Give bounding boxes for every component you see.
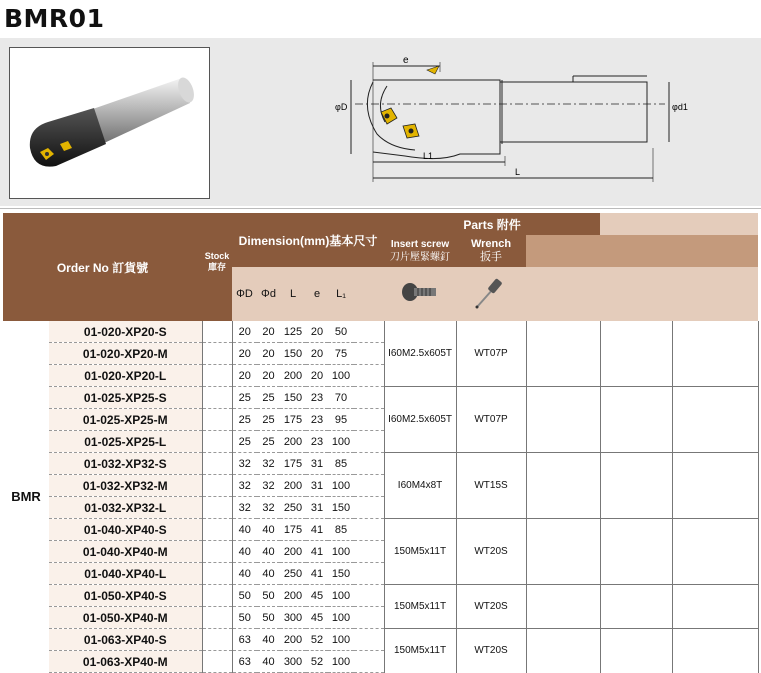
blank-dim-cell: [354, 519, 384, 541]
blank-header-cell: [354, 267, 384, 321]
parts-header: Parts 附件: [384, 213, 600, 235]
L1-value: 100: [328, 541, 354, 563]
L-value: 175: [280, 519, 306, 541]
screw-icon: [400, 278, 440, 308]
page-title: BMR01: [4, 4, 105, 33]
order-number: 01-040-XP40-L: [49, 563, 202, 585]
stock-cell: [202, 453, 232, 475]
table-row: [3, 519, 758, 541]
L1-value: 100: [328, 585, 354, 607]
phiD-value: 40: [232, 541, 257, 563]
phiD-value: 63: [232, 651, 257, 673]
stock-header: [202, 213, 232, 321]
wrench-value: WT20S: [456, 629, 526, 673]
table-row: [3, 321, 758, 343]
blank-header-cell: [600, 213, 672, 235]
dim-e-label: e: [403, 55, 409, 66]
blank-header-cell: [672, 267, 758, 321]
phid-value: 20: [257, 343, 280, 365]
dim-L-label: L: [515, 167, 521, 177]
wrench-icon: [471, 275, 511, 311]
L1-value: 100: [328, 431, 354, 453]
L1-value: 95: [328, 409, 354, 431]
blank-dim-cell: [354, 541, 384, 563]
blank-dim-cell: [354, 387, 384, 409]
blank-dim-cell: [354, 365, 384, 387]
e-value: 41: [306, 563, 328, 585]
blank-header-cell: [526, 267, 600, 321]
e-value: 20: [306, 365, 328, 387]
phid-value: 32: [257, 453, 280, 475]
stock-cell: [202, 321, 232, 343]
L1-value: 70: [328, 387, 354, 409]
L1-value: 75: [328, 343, 354, 365]
L-value: 175: [280, 453, 306, 475]
stock-cell: [202, 563, 232, 585]
group-label: BMR: [3, 321, 49, 673]
blank-parts-cell: [600, 629, 672, 673]
blank-dim-cell: [354, 497, 384, 519]
insert-screw-value: 150M5x11T: [384, 629, 456, 673]
blank-dim-cell: [354, 475, 384, 497]
insert-screw-value: 150M5x11T: [384, 519, 456, 585]
stock-cell: [202, 409, 232, 431]
stock-cell: [202, 541, 232, 563]
phiD-value: 20: [232, 365, 257, 387]
wrench-header: [456, 235, 526, 267]
blank-header-cell: [600, 267, 672, 321]
e-value: 23: [306, 409, 328, 431]
blank-dim-cell: [354, 629, 384, 651]
phid-value: 25: [257, 387, 280, 409]
L-value: 125: [280, 321, 306, 343]
blank-dim-cell: [354, 321, 384, 343]
phiD-value: 20: [232, 343, 257, 365]
wrench-value: WT15S: [456, 453, 526, 519]
order-number: 01-025-XP25-M: [49, 409, 202, 431]
L-value: 200: [280, 585, 306, 607]
wrench-image: [456, 267, 526, 321]
e-value: 23: [306, 431, 328, 453]
table-row: [3, 387, 758, 409]
blank-parts-cell: [600, 585, 672, 629]
stock-cell: [202, 629, 232, 651]
blank-dim-cell: [354, 607, 384, 629]
phiD-value: 50: [232, 585, 257, 607]
insert-screw-value: I60M2.5x605T: [384, 387, 456, 453]
phiD-value: 63: [232, 629, 257, 651]
L1-value: 85: [328, 453, 354, 475]
blank-parts-cell: [672, 585, 758, 629]
order-number: 01-063-XP40-S: [49, 629, 202, 651]
technical-drawing: [335, 52, 735, 192]
phid-value: 40: [257, 651, 280, 673]
phiD-value: 32: [232, 497, 257, 519]
phid-value: 20: [257, 321, 280, 343]
phid-value: 50: [257, 585, 280, 607]
L-value: 150: [280, 387, 306, 409]
L1-value: 50: [328, 321, 354, 343]
blank-header-cell: [672, 235, 758, 267]
blank-parts-cell: [600, 519, 672, 585]
e-value: 41: [306, 519, 328, 541]
blank-parts-cell: [526, 387, 600, 453]
wrench-value: WT20S: [456, 519, 526, 585]
blank-parts-cell: [672, 519, 758, 585]
blank-parts-cell: [600, 387, 672, 453]
blank-parts-cell: [526, 585, 600, 629]
stock-header-zh: 庫存: [207, 262, 226, 272]
order-number: 01-020-XP20-M: [49, 343, 202, 365]
order-no-header: Order No 訂貨號: [3, 213, 202, 321]
blank-dim-cell: [354, 343, 384, 365]
insert-screw-zh: 刀片壓緊螺釘: [390, 252, 451, 263]
phiD-value: 25: [232, 431, 257, 453]
e-value: 31: [306, 475, 328, 497]
stock-cell: [202, 431, 232, 453]
order-number: 01-025-XP25-L: [49, 431, 202, 453]
col-L1-header: L₁: [328, 267, 354, 321]
blank-header-cell: [672, 213, 758, 235]
table-row: [3, 453, 758, 475]
blank-dim-cell: [354, 585, 384, 607]
product-photo: [9, 47, 210, 199]
dim-L1-label: L1: [423, 151, 434, 161]
order-number: 01-025-XP25-S: [49, 387, 202, 409]
phid-value: 20: [257, 365, 280, 387]
col-e-header: e: [306, 267, 328, 321]
e-value: 31: [306, 497, 328, 519]
blank-parts-cell: [526, 321, 600, 387]
phid-value: 40: [257, 519, 280, 541]
blank-dim-cell: [354, 651, 384, 673]
dim-phiD-label: φD: [335, 102, 348, 112]
stock-cell: [202, 497, 232, 519]
phiD-value: 25: [232, 409, 257, 431]
blank-parts-cell: [672, 321, 758, 387]
order-number: 01-063-XP40-M: [49, 651, 202, 673]
screw-image: [384, 267, 456, 321]
L-value: 200: [280, 541, 306, 563]
stock-cell: [202, 365, 232, 387]
blank-parts-cell: [600, 321, 672, 387]
stock-cell: [202, 651, 232, 673]
blank-dim-cell: [354, 563, 384, 585]
stock-header-en: Stock: [204, 251, 230, 261]
L-value: 175: [280, 409, 306, 431]
wrench-value: WT20S: [456, 585, 526, 629]
L1-value: 100: [328, 651, 354, 673]
e-value: 45: [306, 607, 328, 629]
insert-screw-value: I60M4x8T: [384, 453, 456, 519]
divider: [0, 208, 761, 209]
order-number: 01-032-XP32-L: [49, 497, 202, 519]
order-number: 01-040-XP40-S: [49, 519, 202, 541]
phid-value: 25: [257, 409, 280, 431]
insert-screw-value: 150M5x11T: [384, 585, 456, 629]
order-number: 01-050-XP40-M: [49, 607, 202, 629]
L-value: 200: [280, 365, 306, 387]
insert-screw-header: [384, 235, 456, 267]
phid-value: 32: [257, 475, 280, 497]
phiD-value: 20: [232, 321, 257, 343]
blank-dim-cell: [354, 431, 384, 453]
wrench-zh: 扳手: [480, 251, 503, 263]
e-value: 52: [306, 629, 328, 651]
wrench-value: WT07P: [456, 387, 526, 453]
L1-value: 100: [328, 629, 354, 651]
L1-value: 100: [328, 607, 354, 629]
e-value: 45: [306, 585, 328, 607]
order-number: 01-050-XP40-S: [49, 585, 202, 607]
phid-value: 40: [257, 563, 280, 585]
phiD-value: 32: [232, 453, 257, 475]
blank-dim-cell: [354, 409, 384, 431]
L-value: 200: [280, 629, 306, 651]
col-phiD-header: ΦD: [232, 267, 257, 321]
order-number: 01-040-XP40-M: [49, 541, 202, 563]
e-value: 20: [306, 343, 328, 365]
stock-cell: [202, 475, 232, 497]
phiD-value: 50: [232, 607, 257, 629]
L-value: 250: [280, 497, 306, 519]
phid-value: 25: [257, 431, 280, 453]
dim-phid1-label: φd1: [672, 102, 688, 112]
blank-parts-cell: [526, 629, 600, 673]
order-number: 01-032-XP32-M: [49, 475, 202, 497]
phid-value: 32: [257, 497, 280, 519]
wrench-value: WT07P: [456, 321, 526, 387]
e-value: 20: [306, 321, 328, 343]
L1-value: 150: [328, 497, 354, 519]
order-number: 01-032-XP32-S: [49, 453, 202, 475]
stock-cell: [202, 607, 232, 629]
table-row: [3, 629, 758, 651]
stock-cell: [202, 519, 232, 541]
stock-cell: [202, 585, 232, 607]
specification-table: [3, 213, 759, 673]
phiD-value: 40: [232, 563, 257, 585]
e-value: 23: [306, 387, 328, 409]
phid-value: 40: [257, 629, 280, 651]
phiD-value: 32: [232, 475, 257, 497]
blank-parts-cell: [672, 629, 758, 673]
L1-value: 85: [328, 519, 354, 541]
phid-value: 40: [257, 541, 280, 563]
L1-value: 100: [328, 475, 354, 497]
stock-cell: [202, 343, 232, 365]
L-value: 200: [280, 431, 306, 453]
phiD-value: 25: [232, 387, 257, 409]
blank-parts-cell: [672, 453, 758, 519]
phiD-value: 40: [232, 519, 257, 541]
L-value: 150: [280, 343, 306, 365]
blank-parts-cell: [600, 453, 672, 519]
e-value: 52: [306, 651, 328, 673]
dimension-header: Dimension(mm)基本尺寸: [232, 213, 384, 267]
col-L-header: L: [280, 267, 306, 321]
wrench-en: Wrench: [470, 238, 512, 250]
e-value: 31: [306, 453, 328, 475]
stock-cell: [202, 387, 232, 409]
L-value: 250: [280, 563, 306, 585]
L1-value: 150: [328, 563, 354, 585]
L-value: 300: [280, 607, 306, 629]
L-value: 200: [280, 475, 306, 497]
phid-value: 50: [257, 607, 280, 629]
end-mill-photo-icon: [10, 48, 209, 198]
blank-parts-cell: [526, 453, 600, 519]
L-value: 300: [280, 651, 306, 673]
blank-parts-cell: [526, 519, 600, 585]
table-row: [3, 585, 758, 607]
insert-screw-value: I60M2.5x605T: [384, 321, 456, 387]
insert-screw-en: Insert screw: [390, 239, 450, 250]
col-phid-header: Φd: [257, 267, 280, 321]
order-number: 01-020-XP20-L: [49, 365, 202, 387]
blank-dim-cell: [354, 453, 384, 475]
e-value: 41: [306, 541, 328, 563]
blank-header-cell: [600, 235, 672, 267]
blank-parts-cell: [672, 387, 758, 453]
L1-value: 100: [328, 365, 354, 387]
order-number: 01-020-XP20-S: [49, 321, 202, 343]
blank-header-cell: [526, 235, 600, 267]
